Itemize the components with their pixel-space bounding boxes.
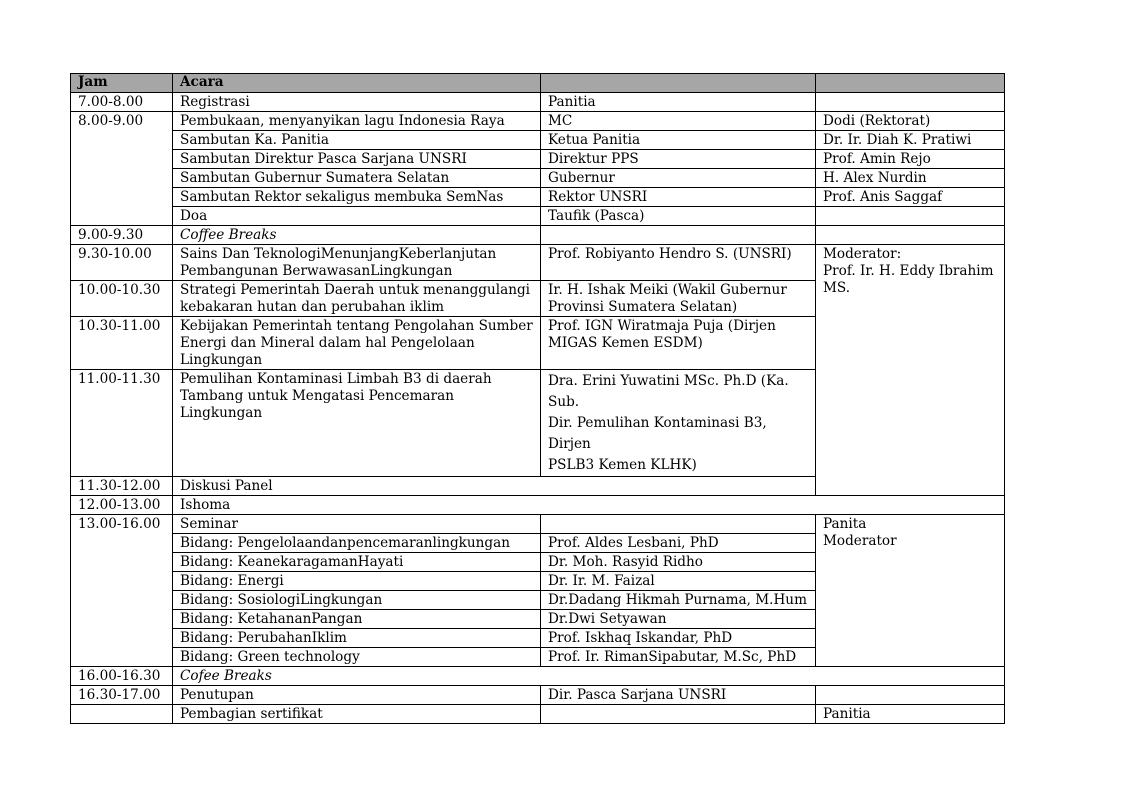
speaker-cell [541, 370, 816, 477]
moderator-cell [816, 245, 1005, 496]
event-line: Tambang untuk Mengatasi Pencemaran [180, 388, 454, 404]
speaker-cell: Panitia [541, 93, 816, 112]
speaker-cell [541, 317, 816, 370]
event-cell: Penutupan [173, 686, 541, 705]
speaker-line: Dir. Pemulihan Kontaminasi B3, Dirjen [548, 415, 767, 452]
person-cell [816, 686, 1005, 705]
event-cell: Sambutan Ka. Panitia [173, 131, 541, 150]
event-line: Pembangunan BerwawasanLingkungan [180, 263, 453, 279]
person-cell [816, 93, 1005, 112]
event-cell: Bidang: Energi [173, 572, 541, 591]
table-row [71, 169, 1005, 188]
speaker-cell [541, 226, 816, 245]
speaker-cell: Taufik (Pasca) [541, 207, 816, 226]
person-cell [816, 226, 1005, 245]
table-row [71, 131, 1005, 150]
event-line: Energi dan Mineral dalam hal Pengelolaan [180, 335, 475, 351]
time-cell: 9.00-9.30 [71, 226, 173, 245]
table-row [71, 150, 1005, 169]
event-cell: Seminar [173, 515, 541, 534]
time-cell: 10.00-10.30 [71, 281, 173, 317]
table-row [71, 207, 1005, 226]
time-cell: 11.30-12.00 [71, 477, 173, 496]
time-cell: 13.00-16.00 [71, 515, 173, 667]
event-cell [173, 281, 541, 317]
speaker-line: MIGAS Kemen ESDM) [548, 335, 703, 351]
speaker-cell: Dr.Dadang Hikmah Purnama, M.Hum [541, 591, 816, 610]
speaker-cell: Dr.Dwi Setyawan [541, 610, 816, 629]
time-cell [71, 705, 173, 724]
header-event: Acara [173, 74, 541, 93]
event-cell: Bidang: PerubahanIklim [173, 629, 541, 648]
table-row [71, 515, 1005, 534]
speaker-cell: Dr. Ir. M. Faizal [541, 572, 816, 591]
speaker-cell: Prof. Iskhaq Iskandar, PhD [541, 629, 816, 648]
speaker-cell: Prof. Robiyanto Hendro S. (UNSRI) [541, 245, 816, 281]
table-row [71, 245, 1005, 281]
event-cell: Doa [173, 207, 541, 226]
speaker-cell: Rektor UNSRI [541, 188, 816, 207]
seminar-panita-label: Panita [823, 516, 867, 532]
time-cell: 11.00-11.30 [71, 370, 173, 477]
speaker-line: Prof. IGN Wiratmaja Puja (Dirjen [548, 318, 776, 334]
event-cell [173, 245, 541, 281]
header-speaker [541, 74, 816, 93]
event-cell: Sambutan Direktur Pasca Sarjana UNSRI [173, 150, 541, 169]
event-cell: Diskusi Panel [173, 477, 816, 496]
event-cell: Sambutan Gubernur Sumatera Selatan [173, 169, 541, 188]
speaker-cell [541, 281, 816, 317]
table-row [71, 496, 1005, 515]
event-line: Sains Dan TeknologiMenunjangKeberlanjutan [180, 246, 497, 262]
event-cell: Bidang: KetahananPangan [173, 610, 541, 629]
time-cell: 16.30-17.00 [71, 686, 173, 705]
event-cell: Bidang: Pengelolaandanpencemaranlingkungan [173, 534, 541, 553]
table-row [71, 226, 1005, 245]
event-cell: Pembagian sertifikat [173, 705, 541, 724]
table-row [71, 112, 1005, 131]
event-cell: Ishoma [173, 496, 1005, 515]
schedule-table [70, 73, 1005, 724]
seminar-moderator-cell [816, 515, 1005, 667]
event-line: Kebijakan Pemerintah tentang Pengolahan Sumber [180, 318, 533, 334]
speaker-cell: MC [541, 112, 816, 131]
event-line: Strategi Pemerintah Daerah untuk menanggulangi [180, 282, 530, 298]
person-cell: Dr. Ir. Diah K. Pratiwi [816, 131, 1005, 150]
event-line: Lingkungan [180, 405, 263, 421]
event-line: Pemulihan Kontaminasi Limbah B3 di daerah [180, 371, 492, 387]
speaker-cell: Dir. Pasca Sarjana UNSRI [541, 686, 816, 705]
moderator-name: Prof. Ir. H. Eddy Ibrahim [823, 263, 994, 279]
moderator-degree: MS. [823, 280, 851, 296]
speaker-cell: Gubernur [541, 169, 816, 188]
event-cell: Sambutan Rektor sekaligus membuka SemNas [173, 188, 541, 207]
person-cell [816, 207, 1005, 226]
moderator-label: Moderator: [823, 246, 902, 262]
event-cell: Registrasi [173, 93, 541, 112]
speaker-cell [541, 515, 816, 534]
speaker-cell: Dr. Moh. Rasyid Ridho [541, 553, 816, 572]
event-cell: Bidang: SosiologiLingkungan [173, 591, 541, 610]
seminar-moderator-label: Moderator [823, 533, 897, 549]
event-cell: Bidang: Green technology [173, 648, 541, 667]
table-row [71, 686, 1005, 705]
table-row [71, 667, 1005, 686]
event-cell [173, 317, 541, 370]
speaker-cell: Prof. Aldes Lesbani, PhD [541, 534, 816, 553]
event-cell: Cofee Breaks [173, 667, 1005, 686]
time-cell: 7.00-8.00 [71, 93, 173, 112]
event-cell [173, 370, 541, 477]
header-person [816, 74, 1005, 93]
time-cell: 9.30-10.00 [71, 245, 173, 281]
event-cell: Coffee Breaks [173, 226, 541, 245]
event-cell: Bidang: KeanekaragamanHayati [173, 553, 541, 572]
speaker-line: PSLB3 Kemen KLHK) [548, 457, 697, 473]
speaker-line: Dra. Erini Yuwatini MSc. Ph.D (Ka. Sub. [548, 373, 789, 410]
event-line: kebakaran hutan dan perubahan iklim [180, 299, 445, 315]
time-cell: 8.00-9.00 [71, 112, 173, 226]
speaker-cell [541, 705, 816, 724]
header-time: Jam [71, 74, 173, 93]
table-header-row [71, 74, 1005, 93]
time-cell: 10.30-11.00 [71, 317, 173, 370]
table-row [71, 93, 1005, 112]
person-cell: Prof. Amin Rejo [816, 150, 1005, 169]
table-row [71, 188, 1005, 207]
speaker-cell: Direktur PPS [541, 150, 816, 169]
person-cell: Panitia [816, 705, 1005, 724]
speaker-cell: Ketua Panitia [541, 131, 816, 150]
event-cell: Pembukaan, menyanyikan lagu Indonesia Raya [173, 112, 541, 131]
time-cell: 12.00-13.00 [71, 496, 173, 515]
event-line: Lingkungan [180, 352, 263, 368]
table-row [71, 705, 1005, 724]
speaker-cell: Prof. Ir. RimanSipabutar, M.Sc, PhD [541, 648, 816, 667]
person-cell: Dodi (Rektorat) [816, 112, 1005, 131]
speaker-line: Provinsi Sumatera Selatan) [548, 299, 738, 315]
speaker-line: Ir. H. Ishak Meiki (Wakil Gubernur [548, 282, 787, 298]
time-cell: 16.00-16.30 [71, 667, 173, 686]
person-cell: H. Alex Nurdin [816, 169, 1005, 188]
person-cell: Prof. Anis Saggaf [816, 188, 1005, 207]
